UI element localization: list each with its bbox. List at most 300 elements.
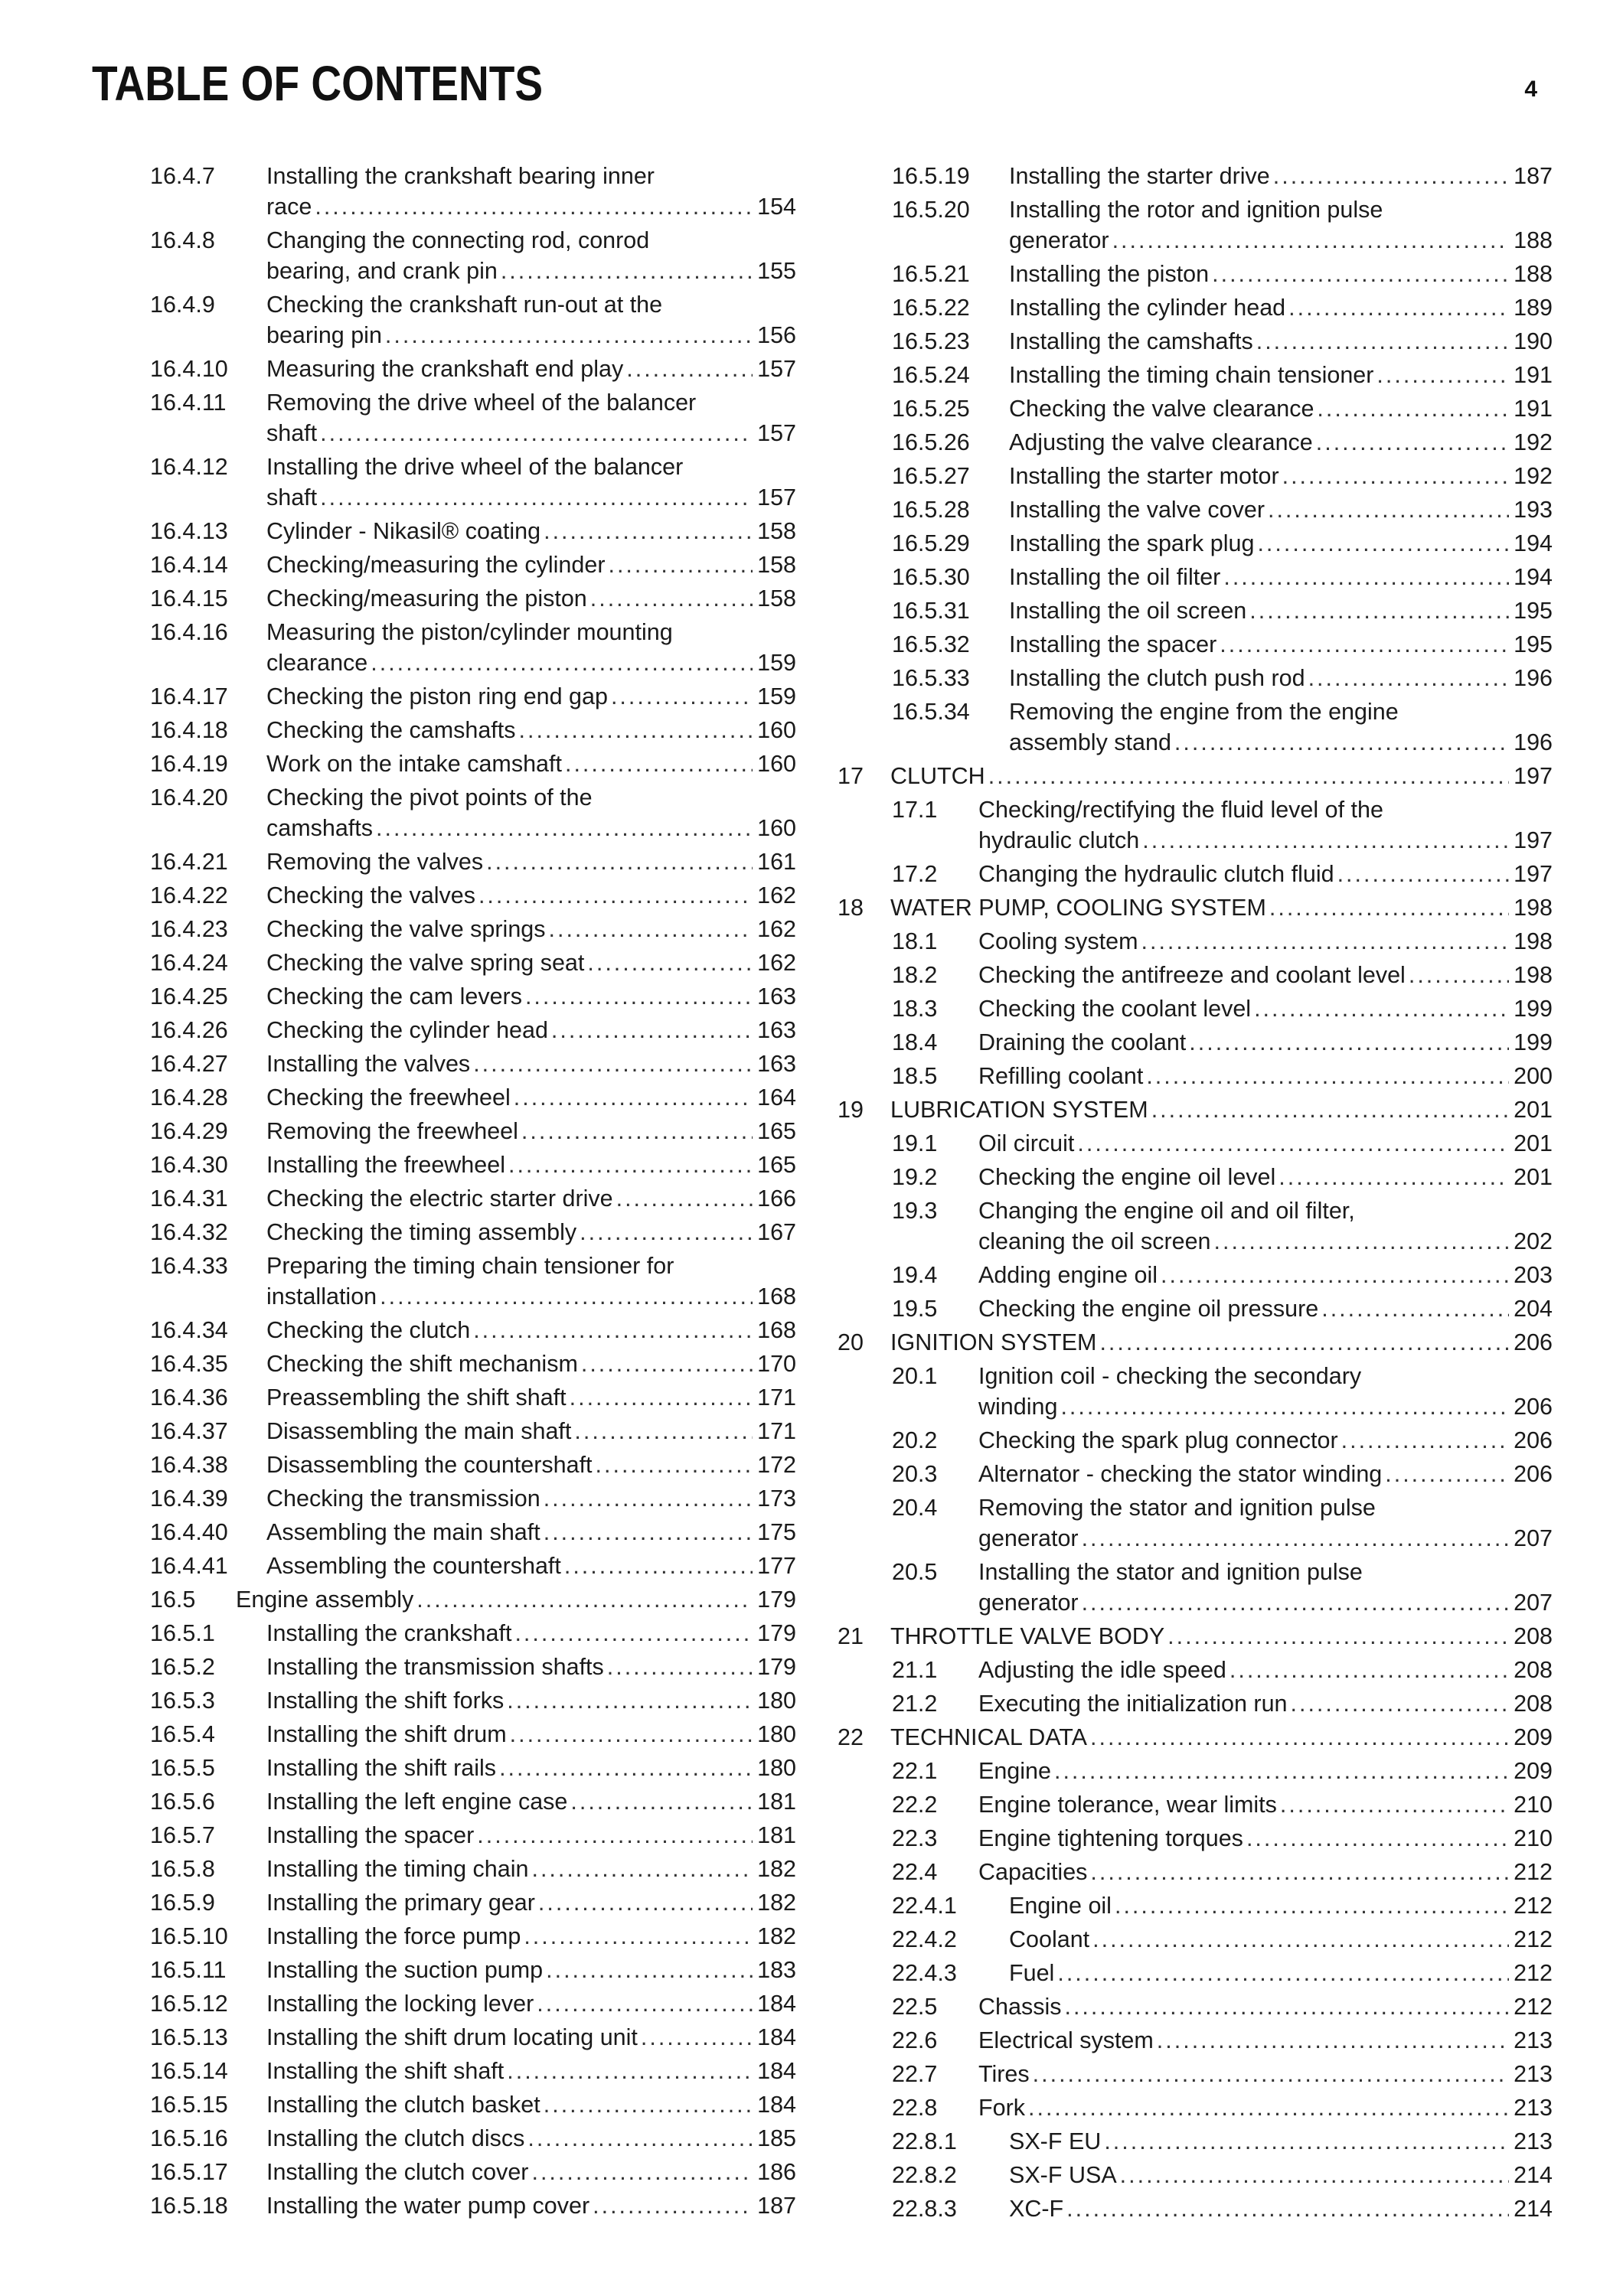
- toc-entry[interactable]: [838, 1361, 1553, 1422]
- toc-entry-page: 181: [757, 1789, 796, 1815]
- toc-entry[interactable]: [838, 2059, 1553, 2089]
- toc-entry-number: 16.4.11: [150, 390, 227, 416]
- toc-entry[interactable]: [150, 1183, 796, 1214]
- toc-entry-title: Installing the locking lever: [266, 1991, 534, 2017]
- toc-entry-page: 194: [1514, 530, 1553, 556]
- toc-entry-number: 16.5.26: [892, 429, 970, 455]
- dot-leader: [1112, 225, 1510, 256]
- toc-entry-page: 195: [1514, 598, 1553, 624]
- toc-entry[interactable]: [150, 1450, 796, 1480]
- toc-entry-page: 206: [1514, 1427, 1553, 1453]
- dot-leader: [315, 191, 753, 222]
- toc-entry-page: 180: [757, 1688, 796, 1714]
- toc-entry-page: 170: [757, 1351, 796, 1377]
- toc-entry-page: 197: [1514, 861, 1553, 887]
- toc-entry-number: 16.5.27: [892, 463, 970, 489]
- dot-leader: [1308, 663, 1510, 693]
- toc-entry[interactable]: [838, 1890, 1553, 1921]
- toc-entry[interactable]: [838, 892, 1553, 923]
- toc-entry-title: Fork: [978, 2095, 1025, 2121]
- toc-entry-title: Installing the shift rails: [266, 1755, 497, 1781]
- toc-entry[interactable]: [838, 1492, 1553, 1554]
- dot-leader: [1385, 1459, 1509, 1489]
- dot-leader: [1316, 427, 1509, 458]
- toc-entry[interactable]: [150, 2123, 796, 2154]
- toc-entry[interactable]: [150, 1786, 796, 1817]
- toc-entry-page: 201: [1514, 1097, 1553, 1123]
- toc-entry[interactable]: [150, 1082, 796, 1113]
- toc-entry[interactable]: [838, 494, 1553, 525]
- toc-entry-title: Assembling the countershaft: [266, 1553, 561, 1579]
- toc-entry-title: assembly stand: [1009, 729, 1171, 755]
- toc-entry[interactable]: [838, 562, 1553, 592]
- toc-entry-number: 16.4.35: [150, 1351, 228, 1377]
- toc-entry-title: Installing the primary gear: [266, 1890, 535, 1916]
- toc-entry-page: 195: [1514, 631, 1553, 657]
- dot-leader: [531, 2157, 753, 2187]
- toc-entry-number: 16.5.23: [892, 328, 970, 354]
- toc-entry[interactable]: [838, 696, 1553, 758]
- toc-entry-number: 22.8.1: [892, 2128, 957, 2154]
- toc-entry[interactable]: [838, 2193, 1553, 2224]
- dot-leader: [1151, 1094, 1509, 1125]
- dot-leader: [473, 1315, 753, 1345]
- dot-leader: [1212, 259, 1509, 289]
- toc-entry-title: Engine tightening torques: [978, 1825, 1243, 1851]
- toc-entry-title: Alternator - checking the stator winding: [978, 1461, 1383, 1487]
- dot-leader: [1141, 926, 1510, 957]
- toc-entry-title: LUBRICATION SYSTEM: [890, 1097, 1148, 1123]
- toc-entry-title: Checking the valve clearance: [1009, 396, 1314, 422]
- toc-entry-number: 16.4.30: [150, 1152, 228, 1178]
- toc-entry-title: Installing the crankshaft: [266, 1620, 512, 1646]
- toc-entry-title: bearing pin: [266, 322, 382, 348]
- toc-entry-number: 16.4.8: [150, 227, 215, 253]
- toc-entry-page: 162: [757, 882, 796, 908]
- toc-entry-number: 16.5.1: [150, 1620, 215, 1646]
- toc-entry[interactable]: [838, 761, 1553, 791]
- toc-entry-title: Installing the clutch discs: [266, 2125, 525, 2151]
- dot-leader: [580, 1217, 753, 1247]
- toc-entry-number: 16.5.7: [150, 1822, 215, 1848]
- toc-entry-title: Disassembling the main shaft: [266, 1418, 572, 1444]
- dot-leader: [988, 761, 1509, 791]
- toc-entry[interactable]: [150, 1584, 796, 1615]
- toc-entry[interactable]: [150, 914, 796, 944]
- toc-entry-page: 165: [757, 1152, 796, 1178]
- toc-entry-number: 20.3: [892, 1461, 938, 1487]
- toc-entry-number: 16.4.28: [150, 1084, 228, 1110]
- toc-entry[interactable]: [150, 1652, 796, 1682]
- page-title: TABLE OF CONTENTS: [92, 56, 544, 111]
- toc-entry-title: Installing the freewheel: [266, 1152, 505, 1178]
- toc-entry-number: 22.4.1: [892, 1893, 957, 1919]
- toc-entry[interactable]: [150, 981, 796, 1012]
- toc-entry-title: Capacities: [978, 1859, 1088, 1885]
- toc-entry-title: Installing the spark plug: [1009, 530, 1255, 556]
- toc-entry-number: 16.5.11: [150, 1957, 227, 1983]
- toc-entry-number: 18.1: [892, 928, 938, 954]
- toc-entry-title: Installing the cylinder head: [1009, 295, 1286, 321]
- toc-entry[interactable]: [838, 1293, 1553, 1324]
- toc-entry-number: 17.2: [892, 861, 938, 887]
- toc-entry-number: 16.4.22: [150, 882, 228, 908]
- toc-entry[interactable]: [838, 794, 1553, 856]
- toc-entry-title: Adjusting the idle speed: [978, 1657, 1226, 1683]
- toc-entry[interactable]: [150, 225, 796, 286]
- toc-entry-page: 185: [757, 2125, 796, 2151]
- toc-entry-number: 16.5.2: [150, 1654, 215, 1680]
- toc-entry[interactable]: [150, 516, 796, 546]
- dot-leader: [1257, 528, 1509, 559]
- toc-entry-page: 204: [1514, 1296, 1553, 1322]
- toc-entry[interactable]: [838, 993, 1553, 1024]
- toc-entry-number: 22.8.2: [892, 2162, 957, 2188]
- toc-entry-title: Installing the transmission shafts: [266, 1654, 604, 1680]
- toc-entry-page: 159: [757, 683, 796, 709]
- dot-leader: [416, 1584, 753, 1615]
- toc-entry-page: 186: [757, 2159, 796, 2185]
- toc-entry-number: 20: [838, 1329, 864, 1355]
- toc-entry[interactable]: [838, 194, 1553, 256]
- toc-entry-page: 200: [1514, 1063, 1553, 1089]
- toc-entry-page: 164: [757, 1084, 796, 1110]
- toc-entry[interactable]: [838, 595, 1553, 626]
- toc-entry-number: 16.4.41: [150, 1553, 228, 1579]
- toc-entry-number: 22.2: [892, 1792, 938, 1818]
- toc-entry-title: Work on the intake camshaft: [266, 751, 562, 777]
- toc-entry[interactable]: [838, 1260, 1553, 1290]
- toc-entry-number: 16.4.10: [150, 356, 228, 382]
- toc-entry-page: 192: [1514, 463, 1553, 489]
- toc-entry-page: 166: [757, 1186, 796, 1212]
- toc-entry-page: 194: [1514, 564, 1553, 590]
- toc-entry-title: IGNITION SYSTEM: [890, 1329, 1097, 1355]
- toc-entry[interactable]: [838, 461, 1553, 491]
- toc-entry-title: installation: [266, 1283, 377, 1309]
- dot-leader: [570, 1786, 753, 1817]
- toc-entry-title: Assembling the main shaft: [266, 1519, 540, 1545]
- dot-leader: [581, 1349, 753, 1379]
- dot-leader: [607, 1652, 753, 1682]
- toc-entry-page: 184: [757, 2058, 796, 2084]
- toc-entry-title: Engine: [978, 1758, 1051, 1784]
- toc-entry-title: Removing the valves: [266, 849, 484, 875]
- dot-leader: [1317, 393, 1509, 424]
- toc-entry[interactable]: [150, 452, 796, 513]
- toc-entry-number: 18: [838, 895, 864, 921]
- toc-entry-title: Changing the connecting rod, conrod: [266, 227, 650, 253]
- toc-entry[interactable]: [150, 782, 796, 843]
- toc-entry-page: 162: [757, 950, 796, 976]
- toc-entry-page: 207: [1514, 1590, 1553, 1616]
- toc-entry[interactable]: [838, 1094, 1553, 1125]
- dot-leader: [611, 681, 753, 712]
- toc-entry-page: 208: [1514, 1623, 1553, 1649]
- toc-entry[interactable]: [150, 1217, 796, 1247]
- toc-entry-number: 16.4.39: [150, 1486, 228, 1512]
- toc-entry[interactable]: [150, 1416, 796, 1446]
- toc-entry-number: 16.4.12: [150, 454, 228, 480]
- dot-leader: [1409, 960, 1509, 990]
- page-number: 4: [1524, 77, 1537, 102]
- toc-entry[interactable]: [150, 846, 796, 877]
- toc-entry[interactable]: [150, 880, 796, 911]
- toc-entry[interactable]: [838, 1655, 1553, 1685]
- toc-entry-number: 21: [838, 1623, 864, 1649]
- toc-entry[interactable]: [150, 2022, 796, 2053]
- toc-entry-number: 16.4.23: [150, 916, 228, 942]
- toc-entry[interactable]: [150, 1116, 796, 1146]
- toc-entry-title: Checking the cylinder head: [266, 1017, 548, 1043]
- toc-entry-page: 175: [757, 1519, 796, 1545]
- toc-entry[interactable]: [150, 354, 796, 384]
- toc-entry[interactable]: [838, 629, 1553, 660]
- toc-entry-number: 16.5.4: [150, 1721, 215, 1747]
- dot-leader: [1282, 461, 1510, 491]
- toc-entry[interactable]: [838, 1924, 1553, 1955]
- dot-leader: [376, 813, 753, 843]
- toc-entry-title: Removing the drive wheel of the balancer: [266, 390, 697, 416]
- toc-entry[interactable]: [150, 161, 796, 222]
- toc-entry[interactable]: [150, 1015, 796, 1045]
- toc-entry[interactable]: [838, 528, 1553, 559]
- dot-leader: [1189, 1027, 1509, 1058]
- dot-leader: [1249, 595, 1509, 626]
- toc-entry[interactable]: [150, 681, 796, 712]
- toc-entry[interactable]: [838, 2160, 1553, 2190]
- toc-entry-number: 22: [838, 1724, 864, 1750]
- toc-entry[interactable]: [838, 1688, 1553, 1719]
- toc-entry[interactable]: [150, 748, 796, 779]
- toc-entry-page: 212: [1514, 1893, 1553, 1919]
- toc-entry-title: XC-F: [1009, 2196, 1064, 2222]
- toc-entry[interactable]: [838, 1621, 1553, 1652]
- toc-entry[interactable]: [150, 1988, 796, 2019]
- toc-entry-number: 16.5.33: [892, 665, 970, 691]
- toc-entry-number: 16.5.6: [150, 1789, 215, 1815]
- toc-entry[interactable]: [838, 1823, 1553, 1854]
- toc-entry[interactable]: [838, 1756, 1553, 1786]
- toc-entry[interactable]: [838, 1027, 1553, 1058]
- toc-entry[interactable]: [838, 259, 1553, 289]
- toc-entry[interactable]: [150, 1719, 796, 1750]
- toc-entry-title: Engine assembly: [236, 1587, 414, 1613]
- toc-entry-number: 16.5.22: [892, 295, 970, 321]
- toc-entry[interactable]: [838, 2126, 1553, 2157]
- toc-entry-title: Installing the starter drive: [1009, 163, 1270, 189]
- toc-entry-title: Checking the shift mechanism: [266, 1351, 578, 1377]
- toc-entry-page: 158: [757, 518, 796, 544]
- toc-entry-title: SX-F EU: [1009, 2128, 1102, 2154]
- toc-entry-page: 206: [1514, 1461, 1553, 1487]
- toc-entry-page: 208: [1514, 1691, 1553, 1717]
- toc-entry-number: 16.4.9: [150, 292, 215, 318]
- dot-leader: [380, 1281, 753, 1312]
- toc-entry-title: camshafts: [266, 815, 373, 841]
- toc-entry-title: generator: [978, 1525, 1079, 1551]
- toc-entry[interactable]: [150, 1887, 796, 1918]
- toc-entry-title: Installing the timing chain: [266, 1856, 529, 1882]
- toc-entry-page: 212: [1514, 1960, 1553, 1986]
- toc-entry[interactable]: [838, 1128, 1553, 1159]
- toc-entry[interactable]: [838, 1857, 1553, 1887]
- toc-entry[interactable]: [838, 393, 1553, 424]
- toc-entry-title: Checking the engine oil level: [978, 1164, 1276, 1190]
- toc-entry[interactable]: [838, 1162, 1553, 1192]
- toc-entry-number: 20.5: [892, 1559, 938, 1585]
- toc-entry[interactable]: [150, 2157, 796, 2187]
- toc-entry-page: 187: [1514, 163, 1553, 189]
- toc-entry[interactable]: [838, 1789, 1553, 1820]
- toc-entry-title: Tires: [978, 2061, 1030, 2087]
- toc-entry[interactable]: [838, 926, 1553, 957]
- toc-entry[interactable]: [150, 2190, 796, 2221]
- toc-entry-page: 187: [757, 2193, 796, 2219]
- toc-entry-title: hydraulic clutch: [978, 827, 1140, 853]
- toc-entry[interactable]: [150, 1382, 796, 1413]
- dot-leader: [574, 1416, 753, 1446]
- toc-entry[interactable]: [838, 1061, 1553, 1091]
- toc-entry[interactable]: [150, 1854, 796, 1884]
- toc-entry-number: 16.5.24: [892, 362, 970, 388]
- toc-entry-page: 214: [1514, 2196, 1553, 2222]
- toc-entry-number: 16.4.24: [150, 950, 228, 976]
- toc-entry-page: 177: [757, 1553, 796, 1579]
- toc-entry-number: 19.2: [892, 1164, 938, 1190]
- toc-entry[interactable]: [838, 1958, 1553, 1988]
- toc-entry-number: 16.4.19: [150, 751, 228, 777]
- toc-entry[interactable]: [838, 1459, 1553, 1489]
- toc-entry-page: 160: [757, 751, 796, 777]
- toc-entry[interactable]: [150, 289, 796, 351]
- toc-entry[interactable]: [150, 947, 796, 978]
- toc-entry[interactable]: [838, 360, 1553, 390]
- toc-entry[interactable]: [838, 326, 1553, 357]
- toc-entry[interactable]: [150, 1618, 796, 1649]
- toc-entry-title: Installing the oil screen: [1009, 598, 1247, 624]
- toc-entry-page: 212: [1514, 1994, 1553, 2020]
- toc-entry[interactable]: [838, 1722, 1553, 1753]
- toc-entry-title: Installing the spacer: [266, 1822, 475, 1848]
- toc-entry-number: 16.4.26: [150, 1017, 228, 1043]
- toc-entry[interactable]: [838, 1991, 1553, 2022]
- toc-entry-page: 159: [757, 650, 796, 676]
- toc-entry-title: Disassembling the countershaft: [266, 1452, 593, 1478]
- toc-entry-page: 212: [1514, 1926, 1553, 1952]
- toc-entry-page: 172: [757, 1452, 796, 1478]
- toc-entry[interactable]: [150, 1820, 796, 1851]
- toc-entry-number: 16.4.13: [150, 518, 228, 544]
- toc-entry-title: shaft: [266, 484, 318, 510]
- toc-entry-title: Installing the timing chain tensioner: [1009, 362, 1374, 388]
- toc-entry[interactable]: [838, 859, 1553, 889]
- dot-leader: [1280, 1789, 1509, 1820]
- dot-leader: [1278, 1162, 1509, 1192]
- toc-entry-page: 165: [757, 1118, 796, 1144]
- toc-entry[interactable]: [838, 292, 1553, 323]
- toc-entry-page: 214: [1514, 2162, 1553, 2188]
- toc-entry[interactable]: [150, 1551, 796, 1581]
- toc-entry-number: 16.4.7: [150, 163, 215, 189]
- toc-entry-title: Installing the shift drum locating unit: [266, 2024, 638, 2050]
- toc-entry[interactable]: [838, 427, 1553, 458]
- toc-entry[interactable]: [838, 161, 1553, 191]
- toc-entry[interactable]: [838, 2025, 1553, 2056]
- toc-entry[interactable]: [150, 1955, 796, 1985]
- toc-entry-page: 193: [1514, 497, 1553, 523]
- toc-entry-number: 16.4.34: [150, 1317, 228, 1343]
- toc-entry-number: 16.4.33: [150, 1253, 228, 1279]
- toc-entry[interactable]: [150, 387, 796, 448]
- dot-leader: [1341, 1425, 1509, 1456]
- toc-entry[interactable]: [150, 1315, 796, 1345]
- dot-leader: [538, 1887, 753, 1918]
- toc-entry-number: 16.5.12: [150, 1991, 228, 2017]
- toc-entry[interactable]: [150, 1251, 796, 1312]
- dot-leader: [1090, 1857, 1509, 1887]
- toc-entry[interactable]: [150, 583, 796, 614]
- toc-entry[interactable]: [838, 1327, 1553, 1358]
- toc-entry-title: Checking the freewheel: [266, 1084, 511, 1110]
- toc-entry[interactable]: [150, 715, 796, 745]
- toc-entry-title: Installing the clutch push rod: [1009, 665, 1305, 691]
- dot-leader: [596, 1450, 753, 1480]
- toc-entry-page: 155: [757, 258, 796, 284]
- toc-entry-title: Checking the clutch: [266, 1317, 471, 1343]
- dot-leader: [1229, 1655, 1509, 1685]
- dot-leader: [1220, 629, 1509, 660]
- dot-leader: [551, 1015, 753, 1045]
- toc-entry[interactable]: [838, 960, 1553, 990]
- toc-entry[interactable]: [150, 2056, 796, 2086]
- dot-leader: [587, 947, 753, 978]
- toc-entry-title: Checking the valves: [266, 882, 475, 908]
- toc-entry-page: 210: [1514, 1825, 1553, 1851]
- toc-entry[interactable]: [838, 1557, 1553, 1618]
- toc-entry-number: 22.8: [892, 2095, 938, 2121]
- toc-entry[interactable]: [150, 1349, 796, 1379]
- toc-entry[interactable]: [838, 663, 1553, 693]
- toc-entry[interactable]: [150, 1483, 796, 1514]
- toc-entry[interactable]: [150, 1517, 796, 1548]
- toc-entry-number: 22.7: [892, 2061, 938, 2087]
- toc-entry[interactable]: [150, 1150, 796, 1180]
- toc-entry[interactable]: [150, 1753, 796, 1783]
- toc-entry-number: 18.3: [892, 996, 938, 1022]
- toc-entry[interactable]: [838, 1195, 1553, 1257]
- toc-entry-page: 179: [757, 1620, 796, 1646]
- dot-leader: [544, 2089, 753, 2120]
- dot-leader: [1064, 1991, 1509, 2022]
- toc-entry-page: 160: [757, 815, 796, 841]
- dot-leader: [1092, 1924, 1509, 1955]
- toc-entry-number: 22.3: [892, 1825, 938, 1851]
- toc-entry[interactable]: [150, 1685, 796, 1716]
- toc-entry[interactable]: [150, 617, 796, 678]
- toc-entry[interactable]: [150, 550, 796, 580]
- toc-entry[interactable]: [838, 1425, 1553, 1456]
- toc-entry-number: 16.4.18: [150, 717, 228, 743]
- toc-entry-page: 179: [757, 1654, 796, 1680]
- toc-entry[interactable]: [838, 2092, 1553, 2123]
- toc-entry[interactable]: [150, 1921, 796, 1952]
- toc-entry[interactable]: [150, 2089, 796, 2120]
- dot-leader: [546, 1955, 753, 1985]
- dot-leader: [501, 256, 753, 286]
- toc-entry-number: 19.3: [892, 1198, 938, 1224]
- toc-entry[interactable]: [150, 1049, 796, 1079]
